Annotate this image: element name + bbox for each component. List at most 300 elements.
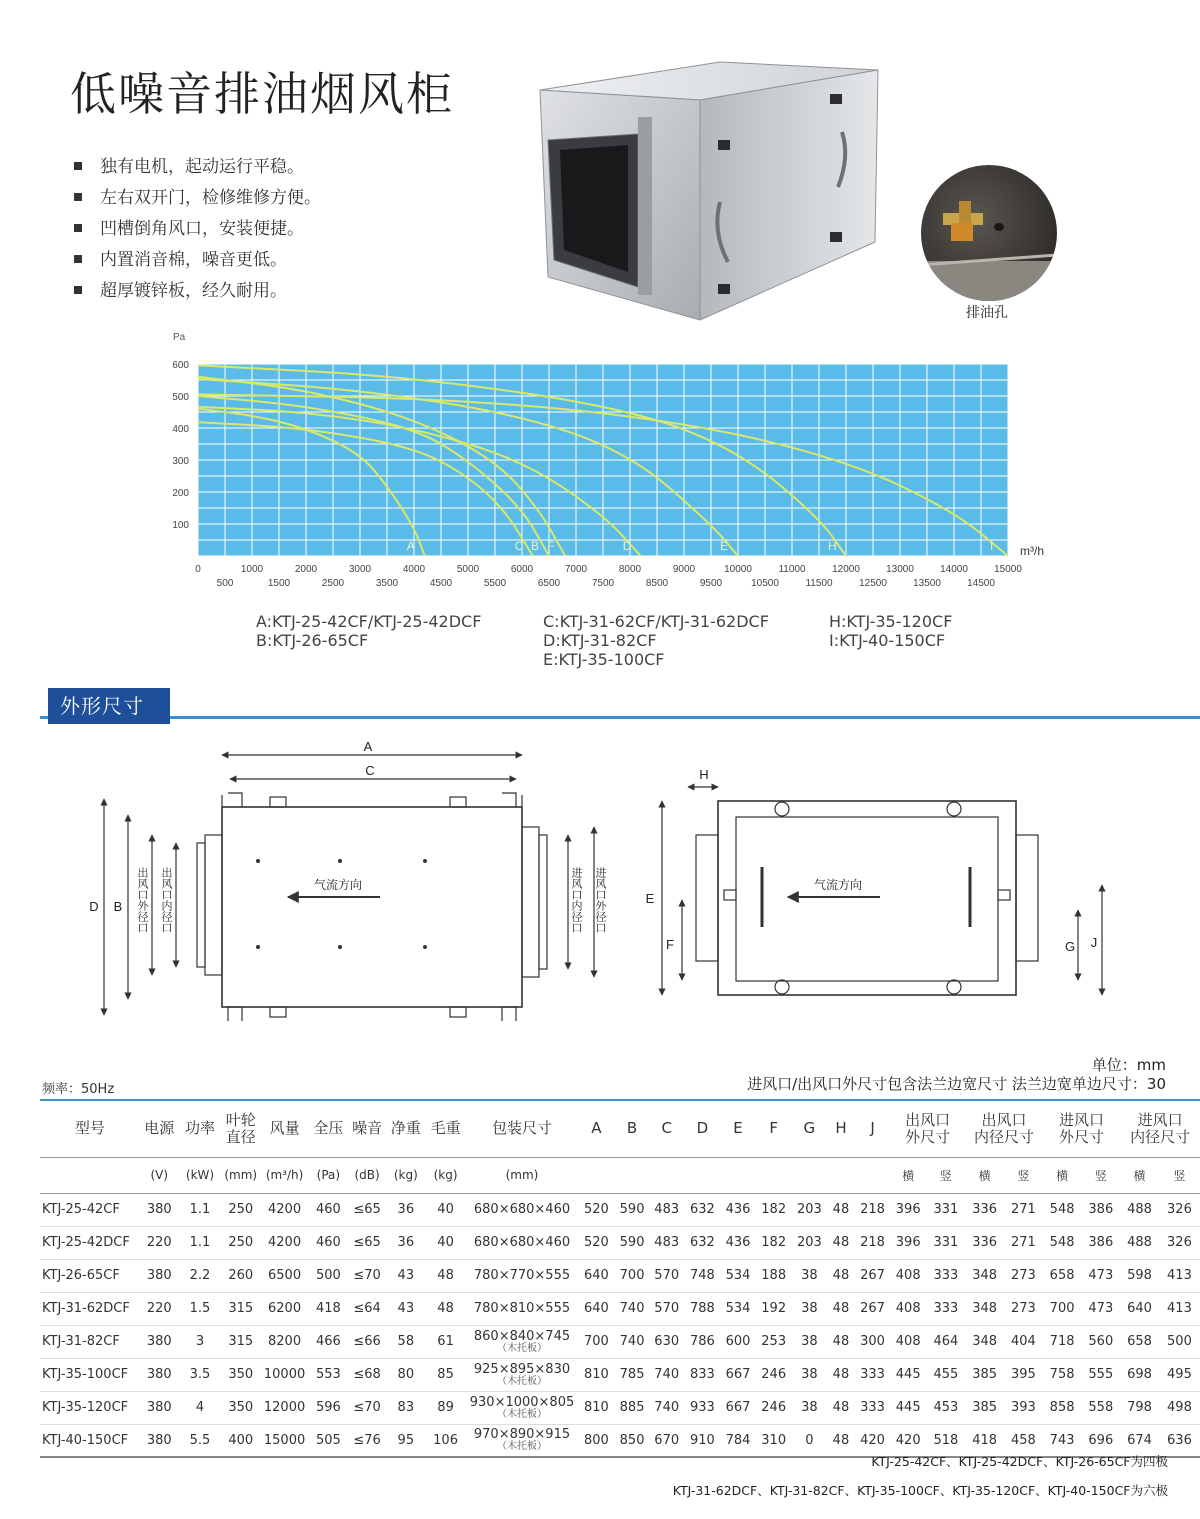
cell-E: 600 (721, 1325, 756, 1358)
feature-list (74, 152, 321, 307)
cell-oi_v: 458 (1004, 1424, 1043, 1457)
cell-pa: 505 (309, 1424, 348, 1457)
cell-D: 788 (684, 1292, 721, 1325)
cell-G: 38 (792, 1259, 827, 1292)
cell-db: ≤76 (348, 1424, 387, 1457)
frequency-note: 频率：50Hz (42, 1082, 115, 1097)
x-tick-label: 12000 (832, 564, 860, 575)
y-unit-label: Pa (173, 332, 186, 343)
cell-oo_h: 408 (890, 1259, 927, 1292)
x-tick-label: 4500 (429, 578, 453, 589)
oil-drain-detail-image (921, 165, 1057, 301)
col-header: 噪音 (348, 1100, 387, 1157)
cell-B: 740 (615, 1325, 650, 1358)
bullet-icon (74, 162, 82, 170)
cell-H: 48 (827, 1292, 856, 1325)
cell-oo_v: 464 (927, 1325, 966, 1358)
cell-db: ≤70 (348, 1259, 387, 1292)
col-header: E (721, 1100, 756, 1157)
cell-net: 36 (386, 1226, 425, 1259)
orient-cell: 横 (965, 1157, 1004, 1193)
page-title: 低噪音排油烟风柜 (70, 67, 454, 121)
dim-label-G: G (1064, 939, 1076, 954)
x-tick-label: 0 (195, 564, 201, 575)
cell-G: 203 (792, 1193, 827, 1226)
unit-cell: (mm) (466, 1157, 578, 1193)
cell-ii_h: 698 (1120, 1358, 1159, 1391)
inlet-inner-label: 进风口内径口 (570, 867, 582, 933)
x-tick-label: 7500 (591, 578, 615, 589)
cell-C: 630 (649, 1325, 684, 1358)
dimension-drawings (70, 735, 1110, 1030)
table-unit-row (40, 1157, 1200, 1193)
col-header: 出风口 外尺寸 (890, 1100, 965, 1157)
cell-ii_v: 500 (1159, 1325, 1200, 1358)
cell-gross: 48 (425, 1292, 466, 1325)
cell-net: 58 (386, 1325, 425, 1358)
cell-B: 740 (615, 1292, 650, 1325)
cell-H: 48 (827, 1259, 856, 1292)
unit-cell: (dB) (348, 1157, 387, 1193)
x-tick-label: 2000 (294, 564, 318, 575)
cell-J: 420 (855, 1424, 890, 1457)
cell-G: 38 (792, 1292, 827, 1325)
x-tick-label: 2500 (321, 578, 345, 589)
cell-model: KTJ-31-82CF (40, 1325, 140, 1358)
cell-oi_v: 395 (1004, 1358, 1043, 1391)
dim-label-C: C (365, 763, 375, 778)
cell-gross: 61 (425, 1325, 466, 1358)
cell-D: 748 (684, 1259, 721, 1292)
cell-F: 192 (755, 1292, 792, 1325)
y-tick-label: 200 (172, 488, 189, 499)
cell-G: 0 (792, 1424, 827, 1457)
cell-A: 640 (578, 1292, 615, 1325)
cell-A: 520 (578, 1226, 615, 1259)
x-tick-label: 6500 (537, 578, 561, 589)
cell-model: KTJ-25-42CF (40, 1193, 140, 1226)
product-image (530, 22, 890, 322)
cell-G: 38 (792, 1391, 827, 1424)
cell-io_v: 696 (1081, 1424, 1120, 1457)
cell-model: KTJ-35-120CF (40, 1391, 140, 1424)
x-tick-label: 6000 (510, 564, 534, 575)
cell-flow: 15000 (260, 1424, 309, 1457)
y-tick-label: 300 (172, 456, 189, 467)
unit-cell: (kg) (425, 1157, 466, 1193)
cell-gross: 40 (425, 1226, 466, 1259)
cell-E: 436 (721, 1193, 756, 1226)
unit-cell: (m³/h) (260, 1157, 309, 1193)
feature-item: 左右双开门，检修维修方便。 (74, 183, 321, 214)
cell-pa: 596 (309, 1391, 348, 1424)
col-header: 毛重 (425, 1100, 466, 1157)
cell-pa: 418 (309, 1292, 348, 1325)
feature-item: 内置消音棉，噪音更低。 (74, 245, 321, 276)
cell-C: 740 (649, 1391, 684, 1424)
series-label-F: F (547, 539, 555, 553)
detail-caption: 排油孔 (966, 305, 1008, 321)
cell-oi_h: 348 (965, 1292, 1004, 1325)
dim-label-D: D (89, 899, 99, 914)
cell-A: 810 (578, 1391, 615, 1424)
cell-H: 48 (827, 1391, 856, 1424)
cell-C: 483 (649, 1226, 684, 1259)
cell-B: 850 (615, 1424, 650, 1457)
cell-gross: 48 (425, 1259, 466, 1292)
legend-entry: A:KTJ-25-42CF/KTJ-25-42DCF (256, 612, 482, 631)
legend-entry: I:KTJ-40-150CF (829, 631, 946, 650)
x-tick-label: 4000 (402, 564, 426, 575)
legend-entry: B:KTJ-26-65CF (256, 631, 369, 650)
cell-pack: 925×895×830 （木托板） (466, 1358, 578, 1391)
orient-cell: 竖 (927, 1157, 966, 1193)
cell-v: 380 (140, 1391, 179, 1424)
series-label-H: H (828, 539, 837, 553)
orient-cell: 横 (1043, 1157, 1082, 1193)
col-header: C (649, 1100, 684, 1157)
cell-flow: 6500 (260, 1259, 309, 1292)
performance-chart (170, 330, 1070, 600)
cell-E: 534 (721, 1292, 756, 1325)
cell-db: ≤64 (348, 1292, 387, 1325)
cell-B: 700 (615, 1259, 650, 1292)
cell-ii_h: 598 (1120, 1259, 1159, 1292)
cell-gross: 40 (425, 1193, 466, 1226)
cell-io_v: 473 (1081, 1292, 1120, 1325)
cell-C: 670 (649, 1424, 684, 1457)
cell-net: 43 (386, 1292, 425, 1325)
cell-pack: 680×680×460 (466, 1193, 578, 1226)
cell-oo_v: 331 (927, 1193, 966, 1226)
cell-dia: 260 (221, 1259, 260, 1292)
x-tick-label: 13500 (913, 578, 941, 589)
dim-label-E: E (645, 891, 655, 906)
col-header: A (578, 1100, 615, 1157)
cell-G: 38 (792, 1325, 827, 1358)
x-tick-label: 14500 (967, 578, 995, 589)
cell-ii_h: 658 (1120, 1325, 1159, 1358)
legend-col-3 (829, 612, 952, 650)
cell-dia: 350 (221, 1358, 260, 1391)
series-label-A: A (406, 539, 415, 553)
cell-kw: 3.5 (179, 1358, 222, 1391)
cell-oi_v: 273 (1004, 1259, 1043, 1292)
legend-col-2 (543, 612, 769, 669)
cell-ii_v: 413 (1159, 1292, 1200, 1325)
cell-J: 218 (855, 1226, 890, 1259)
y-tick-label: 400 (172, 424, 189, 435)
cell-H: 48 (827, 1325, 856, 1358)
cell-io_v: 555 (1081, 1358, 1120, 1391)
legend-entry: H:KTJ-35-120CF (829, 612, 953, 631)
cell-oo_h: 396 (890, 1226, 927, 1259)
cell-pa: 500 (309, 1259, 348, 1292)
cell-io_v: 386 (1081, 1193, 1120, 1226)
orient-cell: 横 (1120, 1157, 1159, 1193)
cell-flow: 12000 (260, 1391, 309, 1424)
cell-net: 83 (386, 1391, 425, 1424)
cell-oi_h: 336 (965, 1193, 1004, 1226)
dim-label-H: H (699, 767, 709, 782)
outlet-inner-label: 出风口内径口 (160, 867, 172, 933)
cell-H: 48 (827, 1424, 856, 1457)
cell-db: ≤65 (348, 1193, 387, 1226)
col-header: 叶轮 直径 (221, 1100, 260, 1157)
cell-oo_v: 331 (927, 1226, 966, 1259)
cell-db: ≤65 (348, 1226, 387, 1259)
cell-net: 80 (386, 1358, 425, 1391)
cell-ii_h: 640 (1120, 1292, 1159, 1325)
cell-dia: 400 (221, 1424, 260, 1457)
cell-dia: 350 (221, 1391, 260, 1424)
x-tick-label: 5500 (483, 578, 507, 589)
col-header: 出风口 内径尺寸 (965, 1100, 1042, 1157)
x-tick-label: 3500 (375, 578, 399, 589)
col-header: 型号 (40, 1100, 140, 1157)
cell-A: 700 (578, 1325, 615, 1358)
cell-oo_h: 408 (890, 1325, 927, 1358)
cell-net: 95 (386, 1424, 425, 1457)
cell-flow: 10000 (260, 1358, 309, 1391)
unit-cell: (V) (140, 1157, 179, 1193)
x-tick-label: 3000 (348, 564, 372, 575)
x-tick-label: 8000 (618, 564, 642, 575)
cell-J: 267 (855, 1259, 890, 1292)
cell-E: 534 (721, 1259, 756, 1292)
cell-io_h: 700 (1043, 1292, 1082, 1325)
cell-gross: 89 (425, 1391, 466, 1424)
cell-B: 590 (615, 1193, 650, 1226)
cell-v: 380 (140, 1259, 179, 1292)
cell-io_h: 758 (1043, 1358, 1082, 1391)
table-row (40, 1358, 1200, 1391)
cell-kw: 2.2 (179, 1259, 222, 1292)
cell-kw: 5.5 (179, 1424, 222, 1457)
cell-pa: 466 (309, 1325, 348, 1358)
legend-col-1 (256, 612, 481, 650)
cell-v: 380 (140, 1325, 179, 1358)
cell-oo_v: 518 (927, 1424, 966, 1457)
cell-oi_v: 393 (1004, 1391, 1043, 1424)
unit-cell: (kg) (386, 1157, 425, 1193)
cell-F: 182 (755, 1226, 792, 1259)
col-header: B (615, 1100, 650, 1157)
x-tick-label: 8500 (645, 578, 669, 589)
bullet-icon (74, 286, 82, 294)
cell-ii_v: 495 (1159, 1358, 1200, 1391)
cell-A: 520 (578, 1193, 615, 1226)
cell-oi_v: 273 (1004, 1292, 1043, 1325)
section-divider (40, 716, 1200, 719)
cell-D: 933 (684, 1391, 721, 1424)
airflow-label: 气流方向 (314, 878, 363, 892)
bullet-icon (74, 224, 82, 232)
cell-ii_h: 488 (1120, 1193, 1159, 1226)
cell-ii_v: 498 (1159, 1391, 1200, 1424)
col-header: 全压 (309, 1100, 348, 1157)
cell-db: ≤66 (348, 1325, 387, 1358)
table-row (40, 1325, 1200, 1358)
cell-A: 810 (578, 1358, 615, 1391)
y-tick-label: 600 (172, 360, 189, 371)
dim-label-A: A (363, 739, 373, 754)
cell-A: 800 (578, 1424, 615, 1457)
cell-io_v: 558 (1081, 1391, 1120, 1424)
cell-v: 380 (140, 1358, 179, 1391)
flange-note: 进风口/出风口外尺寸包含法兰边宽尺寸 法兰边宽单边尺寸：30 (747, 1075, 1166, 1093)
legend-entry: C:KTJ-31-62CF/KTJ-31-62DCF (543, 612, 769, 631)
cell-model: KTJ-35-100CF (40, 1358, 140, 1391)
series-label-D: D (622, 539, 632, 553)
cell-oo_h: 396 (890, 1193, 927, 1226)
cell-J: 300 (855, 1325, 890, 1358)
x-tick-label: 5000 (456, 564, 480, 575)
col-header: D (684, 1100, 721, 1157)
cell-gross: 106 (425, 1424, 466, 1457)
cell-oo_h: 420 (890, 1424, 927, 1457)
cell-D: 910 (684, 1424, 721, 1457)
cell-dia: 250 (221, 1226, 260, 1259)
cell-D: 833 (684, 1358, 721, 1391)
cell-oo_h: 445 (890, 1358, 927, 1391)
cell-oo_v: 453 (927, 1391, 966, 1424)
cell-model: KTJ-25-42DCF (40, 1226, 140, 1259)
footnote-six-pole: KTJ-31-62DCF、KTJ-31-82CF、KTJ-35-100CF、KTJ-35-120CF、KTJ-40-150CF为六极 (672, 1483, 1168, 1498)
x-tick-label: 10000 (724, 564, 752, 575)
cell-model: KTJ-40-150CF (40, 1424, 140, 1457)
cell-pack: 930×1000×805 （木托板） (466, 1391, 578, 1424)
unit-cell: (mm) (221, 1157, 260, 1193)
cell-oi_h: 418 (965, 1424, 1004, 1457)
cell-F: 188 (755, 1259, 792, 1292)
cell-oi_h: 348 (965, 1325, 1004, 1358)
cell-J: 218 (855, 1193, 890, 1226)
cell-flow: 6200 (260, 1292, 309, 1325)
cell-flow: 8200 (260, 1325, 309, 1358)
col-header: 风量 (260, 1100, 309, 1157)
feature-item: 凹槽倒角风口，安装便捷。 (74, 214, 321, 245)
cell-dia: 315 (221, 1292, 260, 1325)
cell-db: ≤70 (348, 1391, 387, 1424)
cell-gross: 85 (425, 1358, 466, 1391)
dim-label-B: B (113, 899, 123, 914)
table-row (40, 1259, 1200, 1292)
x-tick-label: 11500 (805, 578, 833, 589)
legend-entry: D:KTJ-31-82CF (543, 631, 657, 650)
cell-db: ≤68 (348, 1358, 387, 1391)
cell-io_h: 858 (1043, 1391, 1082, 1424)
col-header: F (755, 1100, 792, 1157)
cell-E: 667 (721, 1358, 756, 1391)
cell-v: 380 (140, 1424, 179, 1457)
bullet-icon (74, 255, 82, 263)
cell-io_h: 658 (1043, 1259, 1082, 1292)
x-tick-label: 9000 (672, 564, 696, 575)
cell-flow: 4200 (260, 1226, 309, 1259)
cell-oi_h: 348 (965, 1259, 1004, 1292)
col-header: J (855, 1100, 890, 1157)
cell-ii_v: 326 (1159, 1226, 1200, 1259)
x-tick-label: 10500 (751, 578, 779, 589)
bullet-icon (74, 193, 82, 201)
cell-io_h: 718 (1043, 1325, 1082, 1358)
outlet-outer-label: 出风口外径口 (136, 867, 148, 933)
series-label-I: I (990, 539, 994, 553)
series-label-C: C (514, 539, 524, 553)
cell-dia: 250 (221, 1193, 260, 1226)
cell-F: 246 (755, 1391, 792, 1424)
cell-io_v: 386 (1081, 1226, 1120, 1259)
x-tick-label: 11000 (778, 564, 806, 575)
cell-net: 43 (386, 1259, 425, 1292)
x-tick-label: 7000 (564, 564, 588, 575)
cell-J: 267 (855, 1292, 890, 1325)
cell-model: KTJ-31-62DCF (40, 1292, 140, 1325)
legend-entry: E:KTJ-35-100CF (543, 650, 665, 669)
airflow-label: 气流方向 (814, 878, 863, 892)
cell-oo_v: 333 (927, 1259, 966, 1292)
cell-v: 380 (140, 1193, 179, 1226)
col-header: 净重 (386, 1100, 425, 1157)
x-tick-label: 9500 (699, 578, 723, 589)
table-row (40, 1391, 1200, 1424)
y-tick-label: 500 (172, 392, 189, 403)
cell-F: 253 (755, 1325, 792, 1358)
cell-oo_v: 333 (927, 1292, 966, 1325)
table-header-row (40, 1100, 1200, 1157)
dim-label-J: J (1090, 935, 1098, 950)
col-header: 进风口 外尺寸 (1043, 1100, 1120, 1157)
cell-kw: 1.5 (179, 1292, 222, 1325)
cell-v: 220 (140, 1226, 179, 1259)
cell-pa: 460 (309, 1226, 348, 1259)
col-header: 电源 (140, 1100, 179, 1157)
cell-F: 182 (755, 1193, 792, 1226)
unit-note: 单位：mm (1091, 1056, 1166, 1074)
x-tick-label: 14000 (940, 564, 968, 575)
cell-ii_h: 488 (1120, 1226, 1159, 1259)
cell-kw: 1.1 (179, 1226, 222, 1259)
x-tick-label: 1000 (240, 564, 264, 575)
cell-H: 48 (827, 1193, 856, 1226)
orient-cell: 竖 (1081, 1157, 1120, 1193)
cell-J: 333 (855, 1391, 890, 1424)
cell-io_v: 560 (1081, 1325, 1120, 1358)
table-row (40, 1292, 1200, 1325)
cell-C: 570 (649, 1292, 684, 1325)
cell-oo_h: 408 (890, 1292, 927, 1325)
cell-oi_h: 336 (965, 1226, 1004, 1259)
x-tick-label: 1500 (267, 578, 291, 589)
cell-B: 885 (615, 1391, 650, 1424)
cell-pa: 553 (309, 1358, 348, 1391)
cell-pack: 970×890×915 （木托板） (466, 1424, 578, 1457)
cell-kw: 3 (179, 1325, 222, 1358)
cell-D: 786 (684, 1325, 721, 1358)
cell-D: 632 (684, 1193, 721, 1226)
cell-io_h: 548 (1043, 1193, 1082, 1226)
cell-net: 36 (386, 1193, 425, 1226)
cell-oo_h: 445 (890, 1391, 927, 1424)
cell-E: 784 (721, 1424, 756, 1457)
cell-kw: 1.1 (179, 1193, 222, 1226)
cell-oo_v: 455 (927, 1358, 966, 1391)
cell-pa: 460 (309, 1193, 348, 1226)
x-unit-label: m³/h (1020, 544, 1044, 558)
x-tick-label: 15000 (994, 564, 1022, 575)
section-title: 外形尺寸 (48, 688, 170, 724)
